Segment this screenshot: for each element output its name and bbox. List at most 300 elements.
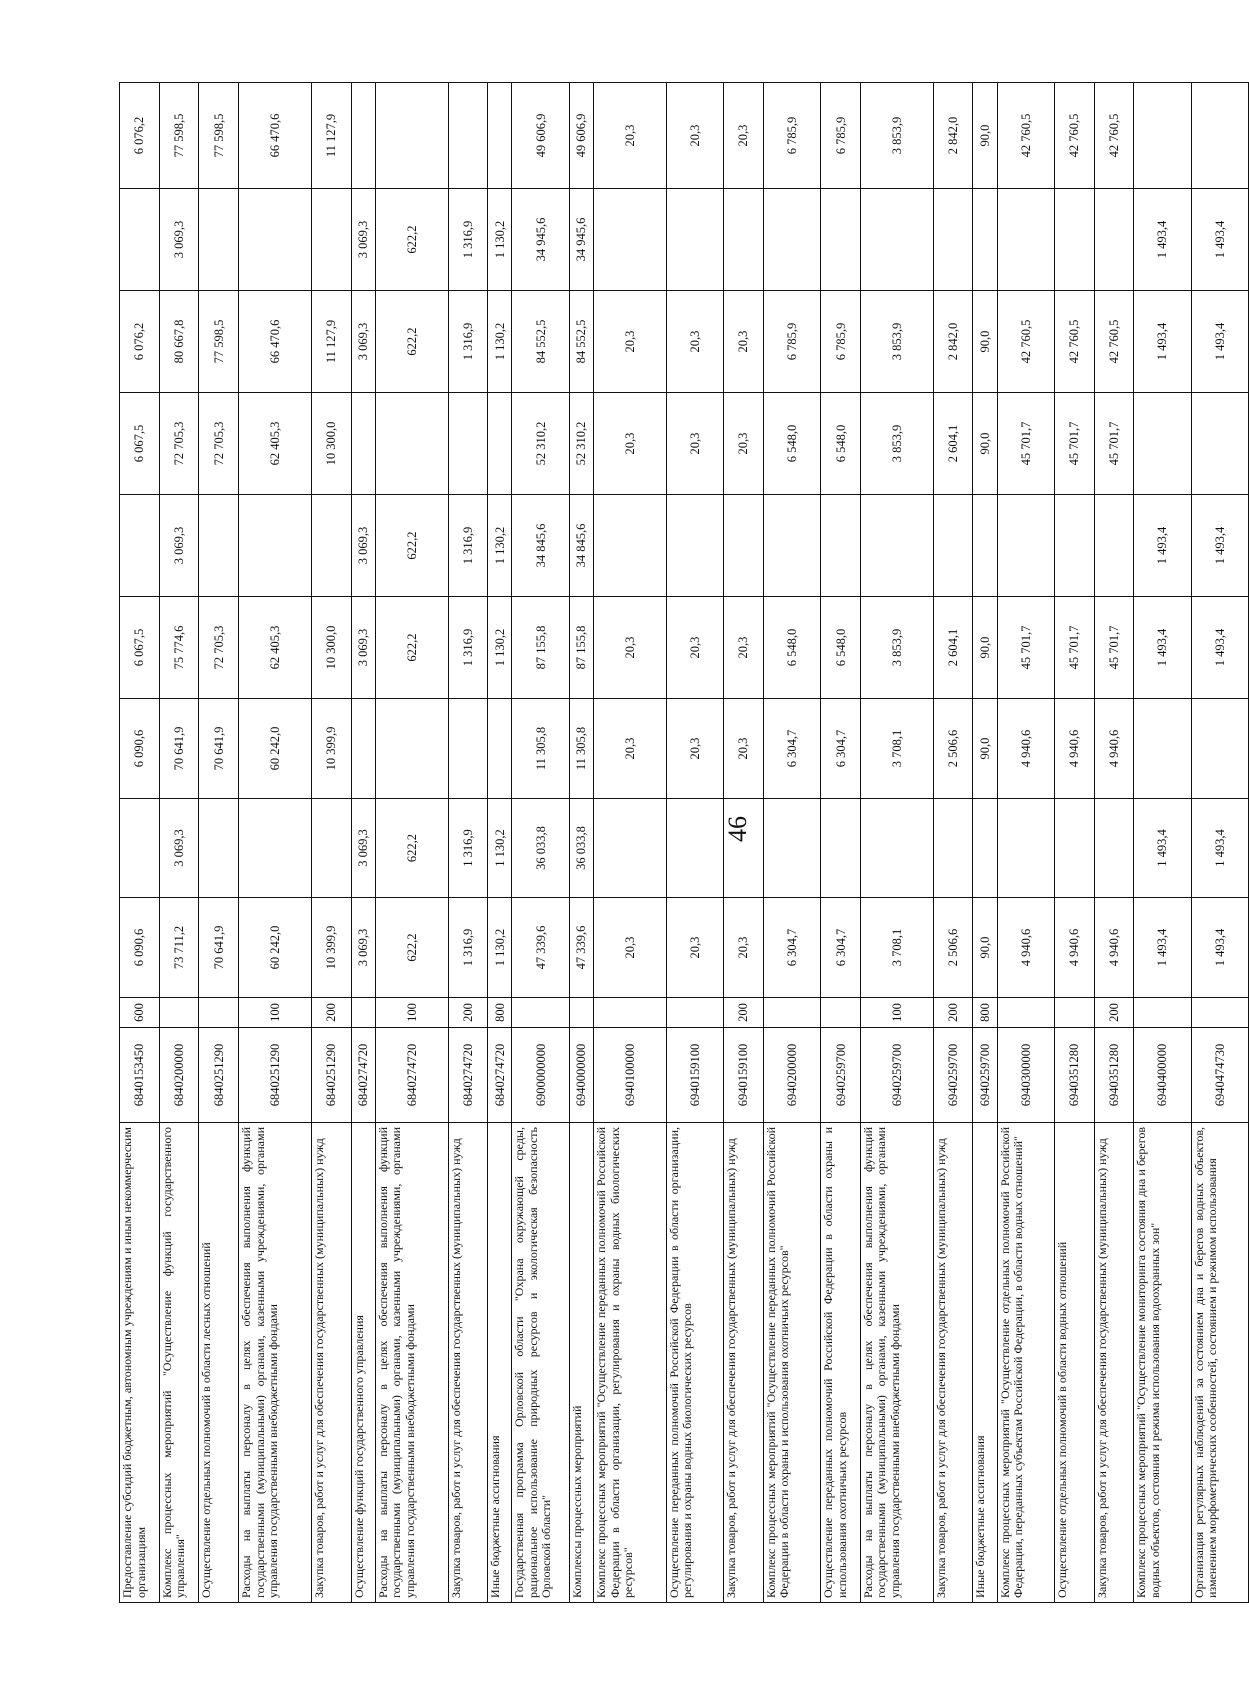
amount-cell: 3 853,9 bbox=[860, 291, 933, 393]
amount-cell: 20,3 bbox=[666, 699, 723, 799]
amount-cell: 20,3 bbox=[724, 898, 764, 998]
amount-cell bbox=[199, 799, 239, 898]
row-name-cell: Предоставление субсидий бюджетным, автономным учреждениям и иным некоммерческим организациям bbox=[120, 1123, 160, 1603]
amount-cell: 77 598,5 bbox=[199, 291, 239, 393]
amount-cell bbox=[1191, 83, 1248, 189]
amount-cell: 4 940,6 bbox=[1054, 699, 1094, 799]
amount-cell: 6 067,5 bbox=[120, 393, 160, 495]
row-name-cell: Закупка товаров, работ и услуг для обеспечения государственных (муниципальных) нужд bbox=[933, 1123, 973, 1603]
amount-cell bbox=[120, 189, 160, 291]
amount-cell: 1 493,4 bbox=[1191, 189, 1248, 291]
row-name-cell: Осуществление переданных полномочий Российской Федерации в области охраны и использования охотничьих ресурсов bbox=[821, 1123, 861, 1603]
amount-cell bbox=[375, 83, 448, 189]
amount-cell: 6 785,9 bbox=[821, 291, 861, 393]
amount-cell: 4 940,6 bbox=[1054, 898, 1094, 998]
amount-cell: 11 127,9 bbox=[311, 291, 351, 393]
amount-cell: 3 069,3 bbox=[351, 189, 375, 291]
amount-cell: 2 604,1 bbox=[933, 393, 973, 495]
table-row bbox=[159, 83, 199, 1603]
amount-cell: 4 940,6 bbox=[997, 898, 1054, 998]
table-row bbox=[594, 83, 667, 1603]
amount-cell bbox=[1191, 393, 1248, 495]
expense-type-cell bbox=[594, 998, 667, 1028]
expense-type-cell bbox=[1191, 998, 1248, 1028]
amount-cell: 70 641,9 bbox=[199, 898, 239, 998]
row-name-cell: Осуществление отдельных полномочий в области лесных отношений bbox=[199, 1123, 239, 1603]
table-row bbox=[1094, 83, 1134, 1603]
amount-cell bbox=[311, 189, 351, 291]
amount-cell bbox=[666, 495, 723, 597]
amount-cell bbox=[239, 799, 312, 898]
amount-cell bbox=[488, 699, 512, 799]
table-row bbox=[488, 83, 512, 1603]
amount-cell: 66 470,6 bbox=[239, 83, 312, 189]
amount-cell: 10 399,9 bbox=[311, 699, 351, 799]
row-name-cell: Организация регулярных наблюдений за состоянием дна и берегов водных объектов, изменением морфометрических особенностей, состоянием и режимом использования bbox=[1191, 1123, 1248, 1603]
table-row bbox=[569, 83, 593, 1603]
expense-type-cell bbox=[351, 998, 375, 1028]
expense-type-cell: 800 bbox=[488, 998, 512, 1028]
amount-cell: 42 760,5 bbox=[1054, 83, 1094, 189]
amount-cell: 1 316,9 bbox=[448, 898, 488, 998]
target-article-cell: 6840251290 bbox=[199, 1028, 239, 1123]
amount-cell: 42 760,5 bbox=[1054, 291, 1094, 393]
amount-cell: 1 493,4 bbox=[1191, 291, 1248, 393]
table-row bbox=[997, 83, 1054, 1603]
amount-cell bbox=[239, 189, 312, 291]
table-row bbox=[1054, 83, 1094, 1603]
row-name-cell: Комплексы процессных мероприятий bbox=[569, 1123, 593, 1603]
amount-cell: 6 076,2 bbox=[120, 83, 160, 189]
target-article-cell: 6840251290 bbox=[239, 1028, 312, 1123]
target-article-cell: 6940000000 bbox=[569, 1028, 593, 1123]
amount-cell: 60 242,0 bbox=[239, 699, 312, 799]
amount-cell: 34 845,6 bbox=[569, 495, 593, 597]
amount-cell bbox=[973, 495, 997, 597]
amount-cell: 4 940,6 bbox=[997, 699, 1054, 799]
target-article-cell: 6840274720 bbox=[448, 1028, 488, 1123]
row-name-cell: Закупка товаров, работ и услуг для обеспечения государственных (муниципальных) нужд bbox=[724, 1123, 764, 1603]
amount-cell: 20,3 bbox=[724, 597, 764, 699]
amount-cell: 1 493,4 bbox=[1191, 495, 1248, 597]
amount-cell: 2 506,6 bbox=[933, 699, 973, 799]
amount-cell: 90,0 bbox=[973, 83, 997, 189]
page-number: 46 bbox=[723, 816, 752, 842]
table-row bbox=[351, 83, 375, 1603]
amount-cell: 1 493,4 bbox=[1191, 597, 1248, 699]
amount-cell: 20,3 bbox=[594, 83, 667, 189]
amount-cell bbox=[239, 495, 312, 597]
amount-cell: 622,2 bbox=[375, 495, 448, 597]
target-article-cell: 6840274720 bbox=[375, 1028, 448, 1123]
amount-cell: 622,2 bbox=[375, 189, 448, 291]
amount-cell: 90,0 bbox=[973, 291, 997, 393]
amount-cell: 84 552,5 bbox=[512, 291, 569, 393]
amount-cell bbox=[1094, 799, 1134, 898]
amount-cell: 90,0 bbox=[973, 393, 997, 495]
amount-cell: 3 069,3 bbox=[159, 189, 199, 291]
amount-cell bbox=[1134, 393, 1191, 495]
amount-cell bbox=[933, 495, 973, 597]
amount-cell: 10 300,0 bbox=[311, 597, 351, 699]
amount-cell: 80 667,8 bbox=[159, 291, 199, 393]
amount-cell: 34 845,6 bbox=[512, 495, 569, 597]
amount-cell: 4 940,6 bbox=[1094, 699, 1134, 799]
row-name-cell: Закупка товаров, работ и услуг для обеспечения государственных (муниципальных) нужд bbox=[1094, 1123, 1134, 1603]
table-row bbox=[1191, 83, 1248, 1603]
amount-cell bbox=[763, 799, 820, 898]
amount-cell bbox=[1134, 83, 1191, 189]
expense-type-cell: 200 bbox=[724, 998, 764, 1028]
amount-cell: 6 548,0 bbox=[821, 597, 861, 699]
amount-cell: 3 069,3 bbox=[351, 597, 375, 699]
amount-cell: 42 760,5 bbox=[1094, 83, 1134, 189]
row-name-cell: Комплекс процессных мероприятий "Осуществление мониторинга состояния дна и берегов водных объектов, состояния и режима использования водоохранных зон" bbox=[1134, 1123, 1191, 1603]
expense-type-cell: 200 bbox=[311, 998, 351, 1028]
target-article-cell: 6940259700 bbox=[821, 1028, 861, 1123]
amount-cell: 3 069,3 bbox=[351, 799, 375, 898]
row-name-cell: Расходы на выплаты персоналу в целях обеспечения выполнения функций государственными (муниципальными) органами, казенными учреждениями, органами управления государственными внебюджетными фондами bbox=[375, 1123, 448, 1603]
amount-cell: 10 300,0 bbox=[311, 393, 351, 495]
expense-type-cell: 200 bbox=[933, 998, 973, 1028]
amount-cell: 1 316,9 bbox=[448, 495, 488, 597]
amount-cell bbox=[1094, 189, 1134, 291]
amount-cell: 3 853,9 bbox=[860, 597, 933, 699]
expense-type-cell bbox=[821, 998, 861, 1028]
rotated-table-container bbox=[119, 83, 1249, 1603]
amount-cell bbox=[448, 83, 488, 189]
amount-cell: 47 339,6 bbox=[569, 898, 593, 998]
amount-cell: 11 127,9 bbox=[311, 83, 351, 189]
amount-cell: 90,0 bbox=[973, 597, 997, 699]
amount-cell: 49 606,9 bbox=[512, 83, 569, 189]
expense-type-cell: 800 bbox=[973, 998, 997, 1028]
amount-cell: 1 316,9 bbox=[448, 597, 488, 699]
amount-cell: 6 548,0 bbox=[763, 597, 820, 699]
amount-cell bbox=[375, 699, 448, 799]
target-article-cell: 6940159100 bbox=[724, 1028, 764, 1123]
amount-cell: 3 069,3 bbox=[159, 495, 199, 597]
amount-cell: 11 305,8 bbox=[569, 699, 593, 799]
amount-cell: 1 493,4 bbox=[1134, 189, 1191, 291]
amount-cell bbox=[997, 495, 1054, 597]
amount-cell: 20,3 bbox=[594, 898, 667, 998]
expense-type-cell bbox=[1134, 998, 1191, 1028]
amount-cell: 2 506,6 bbox=[933, 898, 973, 998]
expense-type-cell: 600 bbox=[120, 998, 160, 1028]
amount-cell: 36 033,8 bbox=[512, 799, 569, 898]
amount-cell: 1 316,9 bbox=[448, 799, 488, 898]
amount-cell bbox=[375, 393, 448, 495]
amount-cell bbox=[448, 393, 488, 495]
expense-type-cell bbox=[199, 998, 239, 1028]
target-article-cell: 6940300000 bbox=[997, 1028, 1054, 1123]
amount-cell bbox=[199, 189, 239, 291]
amount-cell bbox=[1054, 495, 1094, 597]
amount-cell bbox=[821, 799, 861, 898]
amount-cell: 1 130,2 bbox=[488, 898, 512, 998]
amount-cell: 622,2 bbox=[375, 898, 448, 998]
table-row bbox=[311, 83, 351, 1603]
expense-type-cell bbox=[763, 998, 820, 1028]
target-article-cell: 6940259700 bbox=[933, 1028, 973, 1123]
amount-cell: 11 305,8 bbox=[512, 699, 569, 799]
amount-cell: 6 785,9 bbox=[763, 83, 820, 189]
amount-cell: 90,0 bbox=[973, 898, 997, 998]
amount-cell bbox=[594, 799, 667, 898]
amount-cell bbox=[666, 799, 723, 898]
table-row bbox=[1134, 83, 1191, 1603]
row-name-cell: Осуществление отдельных полномочий в области водных отношений bbox=[1054, 1123, 1094, 1603]
amount-cell: 622,2 bbox=[375, 597, 448, 699]
amount-cell: 1 316,9 bbox=[448, 291, 488, 393]
target-article-cell: 6940200000 bbox=[763, 1028, 820, 1123]
amount-cell: 45 701,7 bbox=[997, 393, 1054, 495]
amount-cell bbox=[763, 495, 820, 597]
amount-cell: 75 774,6 bbox=[159, 597, 199, 699]
budget-table bbox=[119, 82, 1249, 1603]
amount-cell bbox=[488, 83, 512, 189]
amount-cell bbox=[1054, 799, 1094, 898]
amount-cell: 1 130,2 bbox=[488, 799, 512, 898]
amount-cell: 90,0 bbox=[973, 699, 997, 799]
expense-type-cell bbox=[666, 998, 723, 1028]
amount-cell: 3 069,3 bbox=[351, 495, 375, 597]
expense-type-cell: 200 bbox=[448, 998, 488, 1028]
amount-cell: 6 785,9 bbox=[821, 83, 861, 189]
amount-cell: 87 155,8 bbox=[512, 597, 569, 699]
amount-cell: 20,3 bbox=[666, 83, 723, 189]
row-name-cell: Комплекс процессных мероприятий "Осуществление отдельных полномочий Российской Федерации, переданных субъектам Российской Федерации, в области водных отношений" bbox=[997, 1123, 1054, 1603]
row-name-cell: Комплекс процессных мероприятий "Осуществление переданных полномочий Российской Федерации в области организации, регулирования и охраны водных биологических ресурсов" bbox=[594, 1123, 667, 1603]
amount-cell: 2 842,0 bbox=[933, 291, 973, 393]
amount-cell: 34 945,6 bbox=[512, 189, 569, 291]
amount-cell: 6 785,9 bbox=[763, 291, 820, 393]
amount-cell bbox=[199, 495, 239, 597]
amount-cell: 45 701,7 bbox=[1054, 393, 1094, 495]
amount-cell: 36 033,8 bbox=[569, 799, 593, 898]
amount-cell bbox=[724, 189, 764, 291]
amount-cell bbox=[1134, 699, 1191, 799]
expense-type-cell: 100 bbox=[239, 998, 312, 1028]
amount-cell: 6 090,6 bbox=[120, 898, 160, 998]
amount-cell: 1 130,2 bbox=[488, 291, 512, 393]
amount-cell: 6 548,0 bbox=[821, 393, 861, 495]
target-article-cell: 6900000000 bbox=[512, 1028, 569, 1123]
amount-cell: 20,3 bbox=[666, 597, 723, 699]
amount-cell: 45 701,7 bbox=[997, 597, 1054, 699]
amount-cell: 34 945,6 bbox=[569, 189, 593, 291]
target-article-cell: 6840153450 bbox=[120, 1028, 160, 1123]
target-article-cell: 6940100000 bbox=[594, 1028, 667, 1123]
amount-cell bbox=[1191, 699, 1248, 799]
amount-cell: 20,3 bbox=[666, 898, 723, 998]
amount-cell: 42 760,5 bbox=[1094, 291, 1134, 393]
amount-cell bbox=[120, 799, 160, 898]
expense-type-cell bbox=[159, 998, 199, 1028]
amount-cell bbox=[594, 189, 667, 291]
amount-cell: 6 090,6 bbox=[120, 699, 160, 799]
expense-type-cell: 100 bbox=[860, 998, 933, 1028]
amount-cell: 77 598,5 bbox=[159, 83, 199, 189]
amount-cell: 66 470,6 bbox=[239, 291, 312, 393]
row-name-cell: Осуществление переданных полномочий Российской Федерации в области организации, регулирования и охраны водных биологических ресурсов bbox=[666, 1123, 723, 1603]
amount-cell bbox=[997, 799, 1054, 898]
amount-cell: 6 067,5 bbox=[120, 597, 160, 699]
target-article-cell: 6940400000 bbox=[1134, 1028, 1191, 1123]
amount-cell: 1 130,2 bbox=[488, 597, 512, 699]
amount-cell: 6 304,7 bbox=[763, 898, 820, 998]
amount-cell: 1 316,9 bbox=[448, 189, 488, 291]
expense-type-cell: 100 bbox=[375, 998, 448, 1028]
amount-cell bbox=[488, 393, 512, 495]
amount-cell bbox=[311, 495, 351, 597]
target-article-cell: 6940351280 bbox=[1094, 1028, 1134, 1123]
amount-cell: 70 641,9 bbox=[159, 699, 199, 799]
amount-cell: 1 493,4 bbox=[1134, 799, 1191, 898]
expense-type-cell bbox=[512, 998, 569, 1028]
amount-cell: 3 069,3 bbox=[159, 799, 199, 898]
amount-cell bbox=[1054, 189, 1094, 291]
amount-cell: 20,3 bbox=[724, 699, 764, 799]
expense-type-cell bbox=[997, 998, 1054, 1028]
row-name-cell: Иные бюджетные ассигнования bbox=[488, 1123, 512, 1603]
amount-cell: 1 493,4 bbox=[1134, 597, 1191, 699]
row-name-cell: Расходы на выплаты персоналу в целях обеспечения выполнения функций государственными (муниципальными) органами, казенными учреждениями, органами управления государственными внебюджетными фондами bbox=[860, 1123, 933, 1603]
amount-cell: 42 760,5 bbox=[997, 83, 1054, 189]
target-article-cell: 6940259700 bbox=[860, 1028, 933, 1123]
amount-cell: 3 853,9 bbox=[860, 393, 933, 495]
target-article-cell: 6940351280 bbox=[1054, 1028, 1094, 1123]
amount-cell: 20,3 bbox=[724, 291, 764, 393]
amount-cell: 20,3 bbox=[666, 393, 723, 495]
amount-cell: 3 069,3 bbox=[351, 898, 375, 998]
table-row bbox=[860, 83, 933, 1603]
target-article-cell: 6940474730 bbox=[1191, 1028, 1248, 1123]
amount-cell: 72 705,3 bbox=[199, 393, 239, 495]
amount-cell bbox=[860, 495, 933, 597]
amount-cell: 70 641,9 bbox=[199, 699, 239, 799]
amount-cell: 6 304,7 bbox=[821, 699, 861, 799]
amount-cell: 1 130,2 bbox=[488, 495, 512, 597]
amount-cell: 73 711,2 bbox=[159, 898, 199, 998]
amount-cell: 1 493,4 bbox=[1134, 898, 1191, 998]
amount-cell: 1 493,4 bbox=[1134, 495, 1191, 597]
target-article-cell: 6840200000 bbox=[159, 1028, 199, 1123]
row-name-cell: Расходы на выплаты персоналу в целях обеспечения выполнения функций государственными (муниципальными) органами, казенными учреждениями, органами управления государственными внебюджетными фондами bbox=[239, 1123, 312, 1603]
table-row bbox=[666, 83, 723, 1603]
amount-cell: 45 701,7 bbox=[1094, 393, 1134, 495]
amount-cell: 6 304,7 bbox=[821, 898, 861, 998]
amount-cell: 87 155,8 bbox=[569, 597, 593, 699]
amount-cell: 1 130,2 bbox=[488, 189, 512, 291]
amount-cell: 1 493,4 bbox=[1191, 898, 1248, 998]
amount-cell: 6 076,2 bbox=[120, 291, 160, 393]
row-name-cell: Закупка товаров, работ и услуг для обеспечения государственных (муниципальных) нужд bbox=[311, 1123, 351, 1603]
amount-cell: 3 708,1 bbox=[860, 699, 933, 799]
amount-cell bbox=[311, 799, 351, 898]
expense-type-cell bbox=[569, 998, 593, 1028]
table-row bbox=[724, 83, 764, 1603]
amount-cell: 72 705,3 bbox=[199, 597, 239, 699]
amount-cell bbox=[594, 495, 667, 597]
amount-cell: 622,2 bbox=[375, 799, 448, 898]
amount-cell bbox=[666, 189, 723, 291]
table-row bbox=[763, 83, 820, 1603]
amount-cell bbox=[821, 189, 861, 291]
amount-cell: 20,3 bbox=[594, 597, 667, 699]
amount-cell: 3 069,3 bbox=[351, 291, 375, 393]
amount-cell: 1 493,4 bbox=[1191, 799, 1248, 898]
target-article-cell: 6940259700 bbox=[973, 1028, 997, 1123]
table-row bbox=[512, 83, 569, 1603]
amount-cell: 60 242,0 bbox=[239, 898, 312, 998]
amount-cell bbox=[973, 189, 997, 291]
amount-cell bbox=[933, 189, 973, 291]
amount-cell bbox=[997, 189, 1054, 291]
amount-cell bbox=[860, 799, 933, 898]
table-row bbox=[973, 83, 997, 1603]
amount-cell: 20,3 bbox=[594, 291, 667, 393]
amount-cell: 20,3 bbox=[594, 393, 667, 495]
amount-cell: 72 705,3 bbox=[159, 393, 199, 495]
amount-cell: 49 606,9 bbox=[569, 83, 593, 189]
amount-cell bbox=[351, 83, 375, 189]
target-article-cell: 6840274720 bbox=[351, 1028, 375, 1123]
amount-cell bbox=[351, 393, 375, 495]
amount-cell: 62 405,3 bbox=[239, 393, 312, 495]
amount-cell: 4 940,6 bbox=[1094, 898, 1134, 998]
amount-cell bbox=[860, 189, 933, 291]
table-row bbox=[375, 83, 448, 1603]
amount-cell: 20,3 bbox=[666, 291, 723, 393]
amount-cell: 47 339,6 bbox=[512, 898, 569, 998]
row-name-cell: Государственная программа Орловской области "Охрана окружающей среды, рациональное использование природных ресурсов и экологическая безопасность Орловской области" bbox=[512, 1123, 569, 1603]
amount-cell: 3 853,9 bbox=[860, 83, 933, 189]
amount-cell bbox=[120, 495, 160, 597]
expense-type-cell: 200 bbox=[1094, 998, 1134, 1028]
row-name-cell: Осуществление функций государственного управления bbox=[351, 1123, 375, 1603]
amount-cell: 6 304,7 bbox=[763, 699, 820, 799]
amount-cell: 2 842,0 bbox=[933, 83, 973, 189]
amount-cell: 52 310,2 bbox=[512, 393, 569, 495]
table-row bbox=[199, 83, 239, 1603]
table-row bbox=[821, 83, 861, 1603]
target-article-cell: 6940159100 bbox=[666, 1028, 723, 1123]
amount-cell: 6 548,0 bbox=[763, 393, 820, 495]
amount-cell bbox=[973, 799, 997, 898]
amount-cell bbox=[448, 699, 488, 799]
row-name-cell: Комплекс процессных мероприятий "Осуществление переданных полномочий Российской Федерации в области охраны и использования охотничьих ресурсов" bbox=[763, 1123, 820, 1603]
table-row bbox=[448, 83, 488, 1603]
target-article-cell: 6840274720 bbox=[488, 1028, 512, 1123]
amount-cell bbox=[724, 495, 764, 597]
amount-cell bbox=[763, 189, 820, 291]
target-article-cell: 6840251290 bbox=[311, 1028, 351, 1123]
amount-cell bbox=[1094, 495, 1134, 597]
amount-cell: 52 310,2 bbox=[569, 393, 593, 495]
amount-cell: 77 598,5 bbox=[199, 83, 239, 189]
amount-cell bbox=[351, 699, 375, 799]
amount-cell: 622,2 bbox=[375, 291, 448, 393]
amount-cell: 62 405,3 bbox=[239, 597, 312, 699]
amount-cell: 84 552,5 bbox=[569, 291, 593, 393]
amount-cell: 10 399,9 bbox=[311, 898, 351, 998]
amount-cell: 45 701,7 bbox=[1054, 597, 1094, 699]
amount-cell bbox=[821, 495, 861, 597]
table-body bbox=[120, 83, 1249, 1603]
amount-cell: 20,3 bbox=[724, 83, 764, 189]
